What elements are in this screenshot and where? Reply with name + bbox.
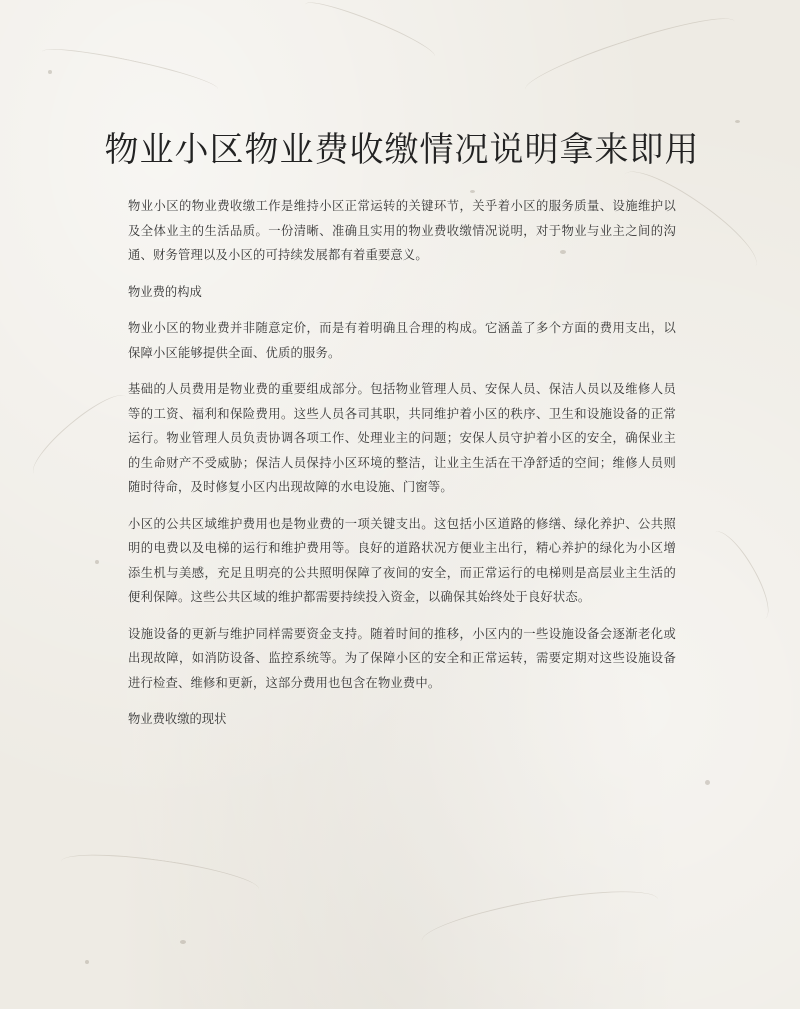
paper-fiber	[59, 846, 261, 905]
paper-speck	[95, 560, 99, 564]
paper-speck	[705, 780, 710, 785]
paper-fiber	[521, 7, 740, 104]
body-paragraph: 设施设备的更新与维护同样需要资金支持。随着时间的推移，小区内的一些设施设备会逐渐老化或出现故障，如消防设备、监控系统等。为了保障小区的安全和正常运转，需要定期对这些设施设备进行检查、维修和更新，这部分费用也包含在物业费中。	[128, 626, 676, 690]
body-paragraph: 基础的人员费用是物业费的重要组成部分。包括物业管理人员、安保人员、保洁人员以及维修人员等的工资、福利和保险费用。这些人员各司其职，共同维护着小区的秩序、卫生和设施设备的正常运行。物业管理人员负责协调各项工作、处理业主的问题；安保人员守护着小区的安全，确保业主的生命财产不受威胁；保洁人员保持小区环境的整洁，让业主生活在干净舒适的空间；维修人员则随时待命，及时修复小区内出现故障的水电设施、门窗等。	[128, 382, 676, 494]
section-heading: 物业费的构成	[128, 284, 202, 299]
paper-speck	[48, 70, 52, 74]
paper-fiber	[702, 524, 779, 626]
body-paragraph: 物业小区的物业费并非随意定价，而是有着明确且合理的构成。它涵盖了多个方面的费用支出，以保障小区能够提供全面、优质的服务。	[128, 321, 676, 360]
section-heading: 物业费收缴的现状	[128, 712, 227, 726]
paper-fiber	[40, 42, 220, 100]
body-paragraph: 小区的公共区域维护费用也是物业费的一项关键支出。这包括小区道路的修缮、绿化养护、公共照明的电费以及电梯的运行和维护费用等。良好的道路状况方便业主出行，精心养护的绿化为小区增添生机与美感，充足且明亮的公共照明保障了夜间的安全，而正常运行的电梯则是高层业主生活的便利保障。这些公共区域的维护都需要持续投入资金，以确保其始终处于良好状态。	[128, 516, 676, 604]
document-content	[128, 194, 676, 732]
paper-speck	[735, 120, 740, 123]
paper-fiber	[301, 0, 439, 66]
document-title: 物业小区物业费收缴情况说明拿来即用	[104, 130, 700, 170]
body-paragraph: 物业小区的物业费收缴工作是维持小区正常运转的关键环节，关乎着小区的服务质量、设施维护以及全体业主的生活品质。一份清晰、准确且实用的物业费收缴情况说明，对于物业与业主之间的沟通、财务管理以及小区的可持续发展都有着重要意义。	[128, 199, 676, 262]
document-body	[104, 128, 700, 744]
paper-speck	[180, 940, 186, 944]
paper-fiber	[24, 385, 136, 486]
paper-speck	[85, 960, 89, 964]
paper-fiber	[418, 879, 661, 961]
